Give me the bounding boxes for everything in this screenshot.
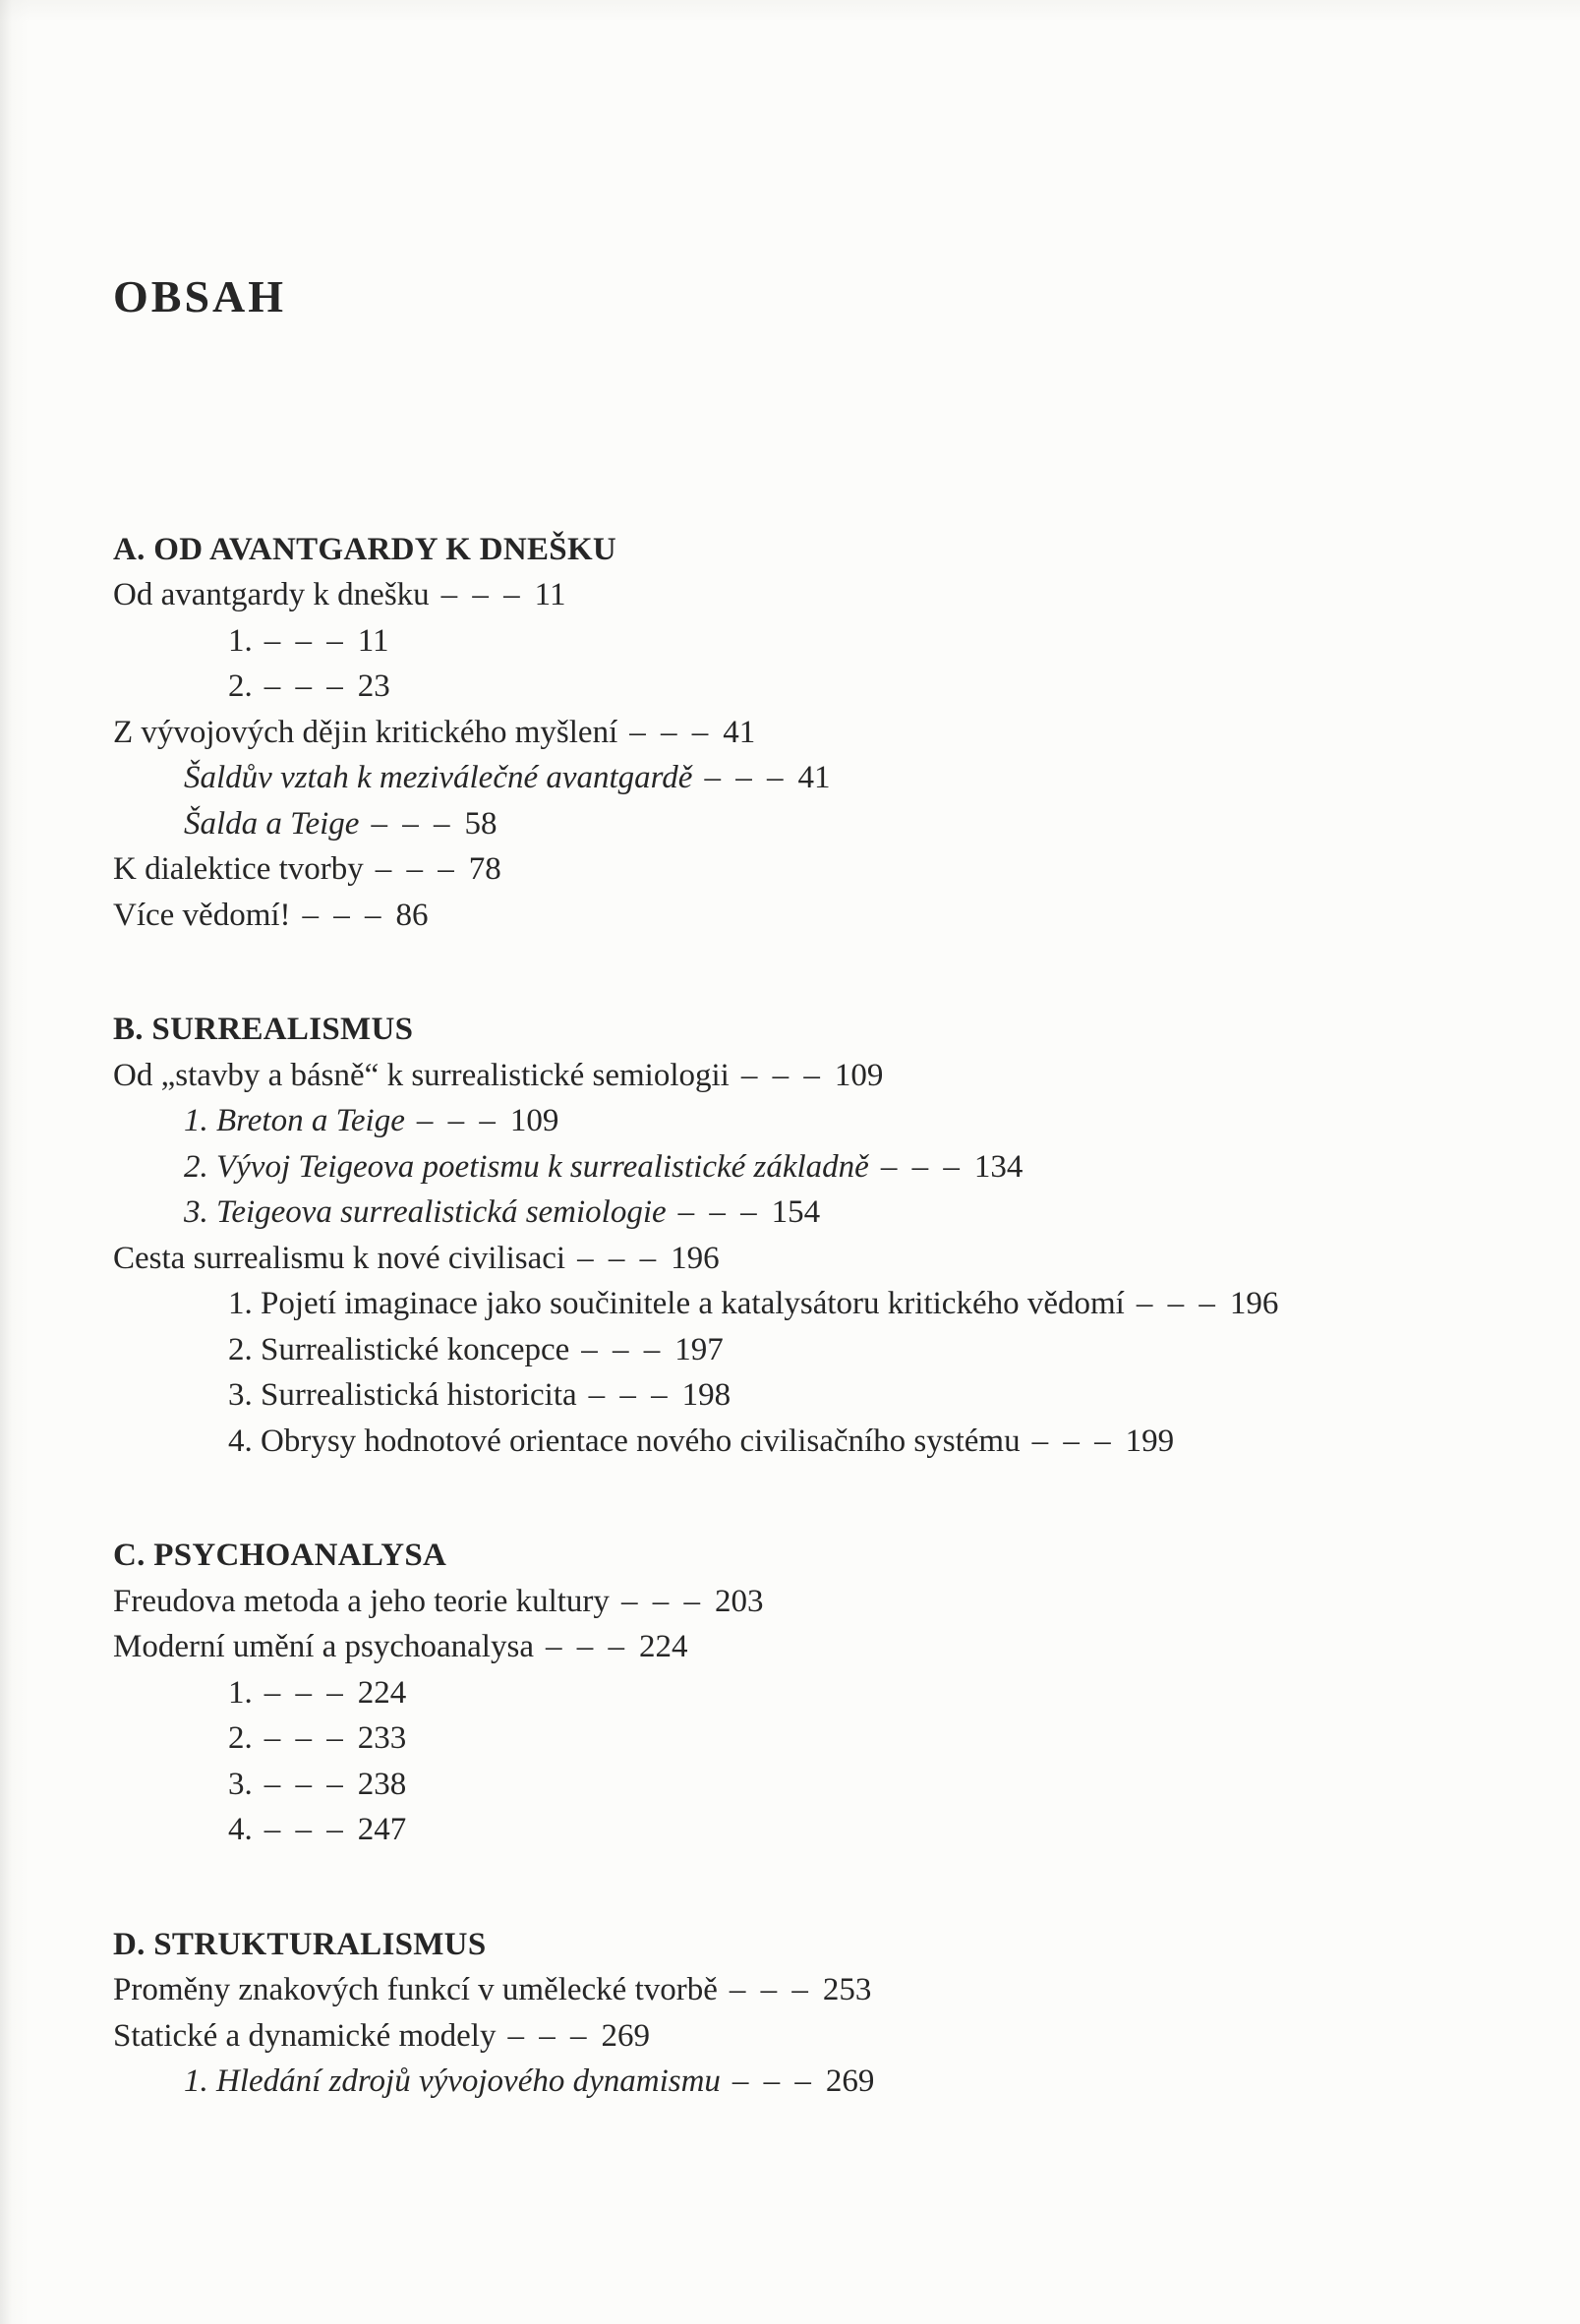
toc-entry <box>113 1190 1511 1236</box>
section-entries <box>113 1579 1511 1853</box>
entry-title: Z vývojových dějin kritického myšlení <box>113 714 618 750</box>
page-number: 109 <box>509 1103 559 1139</box>
toc-entry <box>113 710 1511 756</box>
dash-leader: – – – <box>1136 1286 1216 1322</box>
dash-leader: – – – <box>263 1766 344 1802</box>
entry-title: 1. <box>228 1674 253 1711</box>
page-number: 224 <box>357 1674 407 1711</box>
entry-title: 1. Hledání zdrojů vývojového dynamismu <box>184 2063 721 2100</box>
toc-entry <box>113 1579 1511 1625</box>
page-number: 41 <box>797 760 831 796</box>
page-number: 269 <box>825 2063 875 2100</box>
entry-title: 3. Teigeova surrealistická semiologie <box>184 1194 667 1231</box>
toc-entry <box>113 846 1511 893</box>
entry-title: Od avantgardy k dnešku <box>113 577 430 613</box>
section-entries <box>113 1053 1511 1465</box>
toc-sections <box>113 527 1511 2105</box>
dash-leader: – – – <box>416 1103 497 1139</box>
dash-leader: – – – <box>704 760 785 796</box>
entry-title: 2. <box>228 668 253 705</box>
entry-title: 1. Pojetí imaginace jako součinitele a katalysátoru kritického vědomí <box>228 1286 1125 1322</box>
page-number: 41 <box>723 714 756 750</box>
page-number: 247 <box>357 1812 407 1848</box>
toc-entry <box>113 801 1511 847</box>
toc-section <box>113 1007 1511 1464</box>
entry-title: 3. <box>228 1766 253 1802</box>
toc-section <box>113 1533 1511 1853</box>
page-number: 23 <box>357 668 390 705</box>
entry-title: Proměny znakových funkcí v umělecké tvorbě <box>113 1972 718 2008</box>
page-number: 269 <box>601 2017 650 2054</box>
entry-title: 2. Vývoj Teigeova poetismu k surrealistické základně <box>184 1148 869 1185</box>
dash-leader: – – – <box>729 1972 809 2008</box>
toc-entry <box>113 1281 1511 1327</box>
entry-title: Více vědomí! <box>113 897 291 933</box>
toc-entry <box>113 1144 1511 1191</box>
toc-entry <box>113 572 1511 618</box>
page-number: 233 <box>357 1720 407 1757</box>
toc-entry <box>113 1053 1511 1099</box>
entry-title: Statické a dynamické modely <box>113 2017 497 2054</box>
entry-title: 2. <box>228 1720 253 1757</box>
toc-entry <box>113 2013 1511 2060</box>
dash-leader: – – – <box>263 1812 344 1848</box>
dash-leader: – – – <box>375 851 455 888</box>
page-number: 196 <box>1229 1286 1279 1322</box>
toc-entry <box>113 1670 1511 1716</box>
dash-leader: – – – <box>588 1377 669 1414</box>
dash-leader: – – – <box>263 1674 344 1711</box>
dash-leader: – – – <box>302 897 382 933</box>
dash-leader: – – – <box>371 805 451 842</box>
page-number: 11 <box>534 577 566 613</box>
page-title: OBSAH <box>113 271 287 321</box>
section-entries <box>113 572 1511 938</box>
entry-title: Šalda a Teige <box>184 805 360 842</box>
page-number: 198 <box>681 1377 731 1414</box>
page-number: 199 <box>1125 1423 1175 1459</box>
dash-leader: – – – <box>620 1583 701 1619</box>
dash-leader: – – – <box>507 2017 588 2054</box>
section-heading: B. SURREALISMUS <box>113 1012 414 1048</box>
dash-leader: – – – <box>263 622 344 659</box>
toc-entry <box>113 2059 1511 2105</box>
section-heading: D. STRUKTURALISMUS <box>113 1926 487 1962</box>
toc-entry <box>113 755 1511 801</box>
page-number: 134 <box>973 1148 1024 1185</box>
toc-entry <box>113 618 1511 665</box>
toc-section <box>113 527 1511 939</box>
dash-leader: – – – <box>740 1057 821 1093</box>
page-number: 154 <box>771 1194 821 1231</box>
entry-title: Cesta surrealismu k nové civilisaci <box>113 1240 566 1276</box>
page-number: 78 <box>468 851 501 888</box>
page-number: 86 <box>395 897 429 933</box>
toc-entry <box>113 1372 1511 1419</box>
page-number: 238 <box>357 1766 407 1802</box>
toc-entry <box>113 1419 1511 1465</box>
dash-leader: – – – <box>545 1629 625 1665</box>
entry-title: Freudova metoda a jeho teorie kultury <box>113 1583 610 1619</box>
page-number: 197 <box>674 1331 724 1367</box>
entry-title: K dialektice tvorby <box>113 851 364 888</box>
dash-leader: – – – <box>440 577 521 613</box>
page-number: 109 <box>834 1057 884 1093</box>
entry-title: Moderní umění a psychoanalysa <box>113 1629 534 1665</box>
entry-title: Od „stavby a básně“ k surrealistické semiologii <box>113 1057 730 1093</box>
toc-entry <box>113 1807 1511 1853</box>
entry-title: 3. Surrealistická historicita <box>228 1377 577 1414</box>
entry-title: 4. <box>228 1812 253 1848</box>
entry-title: 1. <box>228 622 253 659</box>
dash-leader: – – – <box>263 1720 344 1757</box>
page-number: 196 <box>671 1240 720 1276</box>
dash-leader: – – – <box>263 668 344 705</box>
toc-entry <box>113 1098 1511 1144</box>
entry-title: Šaldův vztah k meziválečné avantgardě <box>184 760 693 796</box>
toc-entry <box>113 1327 1511 1373</box>
page-number: 203 <box>714 1583 764 1619</box>
dash-leader: – – – <box>1031 1423 1112 1459</box>
dash-leader: – – – <box>581 1331 662 1367</box>
page-number: 11 <box>357 622 389 659</box>
page-number: 224 <box>638 1629 688 1665</box>
dash-leader: – – – <box>577 1240 658 1276</box>
toc-entry <box>113 1236 1511 1282</box>
dash-leader: – – – <box>677 1194 758 1231</box>
toc-section <box>113 1922 1511 2105</box>
section-entries <box>113 1967 1511 2105</box>
entry-title: 1. Breton a Teige <box>184 1103 405 1139</box>
toc-entry <box>113 1762 1511 1808</box>
page-number: 253 <box>822 1972 872 2008</box>
toc-entry <box>113 664 1511 710</box>
dash-leader: – – – <box>880 1148 961 1185</box>
toc-entry <box>113 893 1511 939</box>
dash-leader: – – – <box>731 2063 812 2100</box>
section-heading: C. PSYCHOANALYSA <box>113 1538 447 1574</box>
toc-entry <box>113 1624 1511 1670</box>
dash-leader: – – – <box>629 714 710 750</box>
page-number: 58 <box>464 805 497 842</box>
toc-entry <box>113 1967 1511 2013</box>
toc-entry <box>113 1715 1511 1762</box>
section-heading: A. OD AVANTGARDY K DNEŠKU <box>113 531 617 567</box>
entry-title: 4. Obrysy hodnotové orientace nového civilisačního systému <box>228 1423 1021 1459</box>
entry-title: 2. Surrealistické koncepce <box>228 1331 570 1367</box>
